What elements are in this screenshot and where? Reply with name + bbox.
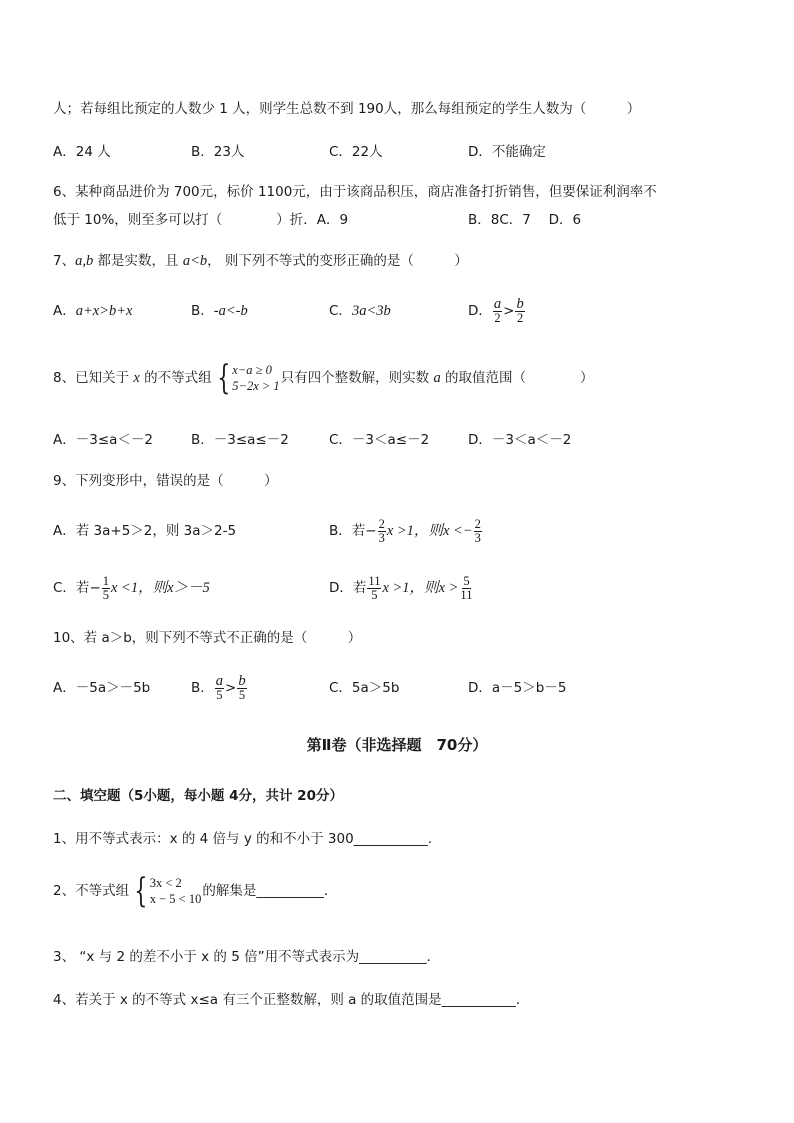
frac-numerator: a: [215, 672, 224, 689]
q10-option-b-label: B．: [191, 680, 214, 696]
q7-vars: a,b: [75, 253, 94, 269]
q10-stem: 10、若 a＞b，则下列不等式不正确的是（ ）: [53, 630, 362, 646]
q7-stem-number: 7、: [53, 253, 76, 269]
q9-option-b-pre: B．若: [329, 523, 366, 539]
q8-option-d: D．－3＜a＜－2: [468, 432, 572, 448]
q7-condition: a<b: [182, 253, 208, 269]
q7-option-d-label: D．: [468, 303, 492, 319]
frac-denominator: 5: [238, 687, 246, 702]
q5-option-c: C．22人: [329, 144, 383, 160]
system-row-1: x−a ≥ 0: [232, 363, 272, 377]
q8-option-c: C．－3＜a≤－2: [329, 432, 430, 448]
q9-option-b-mid: x >1，则: [386, 523, 443, 539]
q5-option-a: A．24 人: [53, 144, 111, 160]
q9-option-d-frac2: [459, 575, 473, 602]
q10-option-d: D．a－5＞b－5: [468, 680, 567, 696]
frac-numerator: 2: [474, 516, 481, 531]
q9-option-c-pre: C．若: [53, 580, 90, 596]
q7-stem-mid: 都是实数，且: [93, 253, 183, 269]
minus-sign: −: [365, 523, 377, 539]
q10-option-b-relation: >: [225, 680, 237, 696]
part-2-heading: 第Ⅱ卷（非选择题 70分）: [306, 736, 488, 754]
q7-option-a: [53, 301, 132, 321]
q9-option-b-frac1: [378, 518, 386, 545]
fill-question-4: 4、若关于 x 的不等式 x≤a 有三个正整数解，则 a 的取值范围是___________．: [53, 992, 530, 1008]
left-brace-icon: {: [216, 358, 230, 398]
q7-option-d-relation: >: [503, 303, 515, 319]
q9-option-c: [53, 570, 210, 606]
q7-option-b-expr: -a<-b: [213, 303, 248, 319]
q7-option-a-expr: a+x>b+x: [75, 303, 133, 319]
q9-option-d-pre: D．若: [329, 580, 367, 596]
frac-denominator: 5: [102, 587, 109, 602]
q8-var-x: x: [133, 370, 140, 386]
q7-option-b: [191, 301, 248, 321]
q8-stem-cont: 只有四个整数解，则实数: [280, 370, 434, 386]
q10-option-b-frac2: [237, 672, 246, 702]
q8-option-b: B．－3≤a≤－2: [191, 432, 289, 448]
q8-inequality-system: [213, 358, 280, 398]
q7-option-d: [468, 293, 526, 329]
q9-option-c-result: x＞－5: [167, 580, 210, 596]
q8-stem-end: 的取值范围（ ）: [440, 370, 594, 386]
system-row-2: x − 5 < 10: [149, 892, 202, 906]
q8-var-a: a: [433, 370, 441, 386]
section-2-title: 二、填空题（5小题，每小题 4分，共计 20分）: [53, 788, 343, 804]
q9-option-c-mid: x <1，则: [111, 580, 168, 596]
q7-option-b-label: B．: [191, 303, 214, 319]
q6-stem-line2: 低于 10%，则至多可以打（ ）折．A．9: [53, 212, 349, 228]
frac-denominator: 11: [460, 587, 473, 602]
q10-option-a: A．－5a＞－5b: [53, 680, 151, 696]
frac-denominator: 2: [494, 310, 501, 325]
fill-question-3: 3、 “x 与 2 的差不小于 x 的 5 倍”用不等式表示为__________．: [53, 949, 441, 965]
q7-option-c-label: C．: [329, 303, 352, 319]
q7-option-c: [329, 301, 391, 321]
q5-option-b: B．23人: [191, 144, 245, 160]
q9-option-b: [329, 513, 483, 549]
frac-numerator: b: [238, 672, 246, 689]
q9-stem: 9、下列变形中，错误的是（ ）: [53, 473, 278, 489]
q9-option-d-mid: x >1，则: [382, 580, 439, 596]
q8-stem-start: 8、已知关于: [53, 370, 134, 386]
q10-option-b-frac1: [215, 672, 224, 702]
q7-option-a-label: A．: [53, 303, 76, 319]
q7-option-d-frac1: [493, 295, 502, 325]
frac-numerator: b: [516, 295, 524, 312]
frac-denominator: 5: [371, 587, 378, 602]
frac-denominator: 3: [378, 530, 385, 545]
q5-option-d: D．不能确定: [468, 144, 546, 160]
q8-option-a: A．－3≤a＜－2: [53, 432, 153, 448]
q9-option-c-frac: [102, 575, 110, 602]
system-row-1: 3x < 2: [149, 876, 182, 890]
q9-option-d-rel: x >: [438, 580, 459, 596]
q6-options-tail: B．8C．7 D．6: [468, 212, 582, 228]
fill-question-2-post: 的解集是__________．: [202, 883, 338, 899]
frac-numerator: 5: [463, 573, 470, 588]
q9-option-d-frac1: [367, 575, 381, 602]
left-brace-icon: {: [134, 871, 148, 911]
q7-option-c-expr: 3a<3b: [351, 303, 391, 319]
q8-stem-mid: 的不等式组: [139, 370, 212, 386]
system-row-2: 5−2x > 1: [232, 379, 280, 393]
frac-numerator: 2: [378, 516, 385, 531]
q6-stem-line1: 6、某种商品进价为 700元，标价 1100元，由于该商品积压，商店准备打折销售，但要保证利润率不: [53, 184, 657, 200]
q9-option-b-frac2: [474, 518, 482, 545]
q5-stem-tail: 人；若每组比预定的人数少 1 人，则学生总数不到 190人，那么每组预定的学生人数为（ ）: [53, 101, 641, 117]
fill-question-2: [53, 871, 337, 911]
q7-option-d-frac2: [515, 295, 524, 325]
fill-question-2-pre: 2、不等式组: [53, 883, 130, 899]
frac-numerator: 1: [102, 573, 109, 588]
frac-numerator: 11: [368, 573, 381, 588]
q10-option-c: C．5a＞5b: [329, 680, 400, 696]
minus-sign: −: [89, 580, 101, 596]
frac-numerator: a: [493, 295, 502, 312]
q7-stem: [53, 251, 468, 271]
fill-question-2-system: [130, 871, 202, 911]
q10-option-b: [191, 671, 248, 705]
q7-stem-end: ， 则下列不等式的变形正确的是（ ）: [207, 253, 468, 269]
frac-denominator: 3: [474, 530, 481, 545]
q9-option-b-rel: x <−: [442, 523, 473, 539]
q9-option-d: [329, 570, 474, 606]
frac-denominator: 5: [216, 687, 223, 702]
frac-denominator: 2: [516, 310, 524, 325]
q8-stem: [53, 358, 594, 398]
q9-option-a: A．若 3a+5＞2，则 3a＞2-5: [53, 523, 237, 539]
fill-question-1: 1、用不等式表示：x 的 4 倍与 y 的和不小于 300___________．: [53, 831, 442, 847]
